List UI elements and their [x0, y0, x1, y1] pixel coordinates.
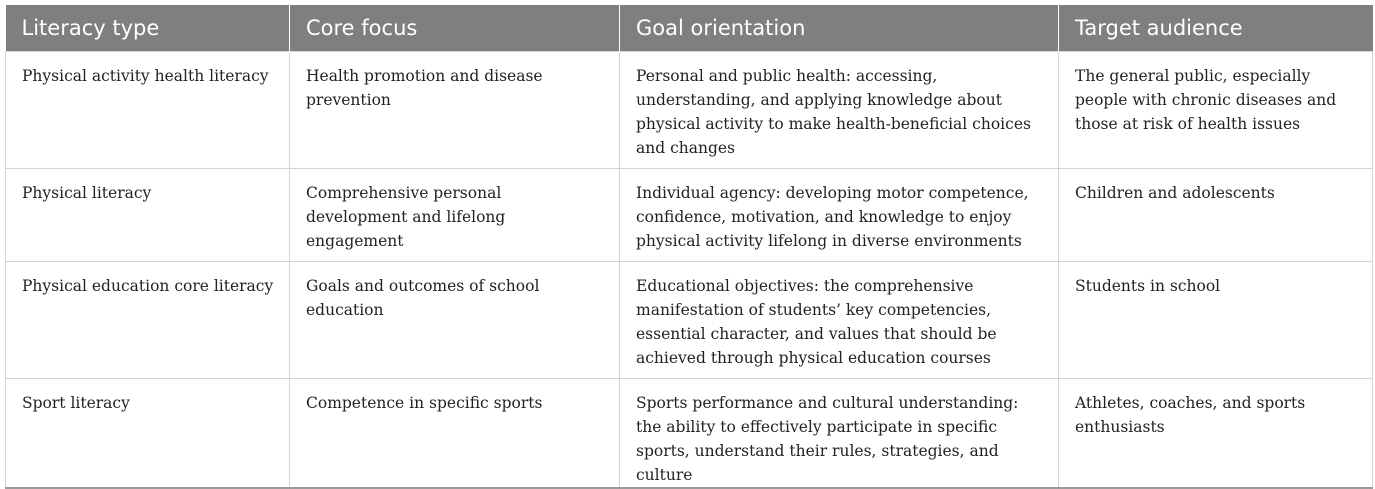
table-row: [6, 51, 1373, 168]
header-target-audience: Target audience: [1059, 5, 1373, 51]
cell-core-focus: Comprehensive personal development and lifelong engagement: [290, 168, 620, 261]
header-literacy-type: Literacy type: [6, 5, 290, 51]
header-goal-orientation: Goal orientation: [620, 5, 1059, 51]
cell-target-audience: The general public, especially people with chronic diseases and those at risk of health issues: [1059, 51, 1373, 168]
cell-literacy-type: Physical literacy: [6, 168, 290, 261]
cell-goal-orientation: Educational objectives: the comprehensive manifestation of students’ key competencies, essential character, and values that should be achieved through physical education courses: [620, 261, 1059, 378]
table-row: [6, 378, 1373, 488]
cell-core-focus: Health promotion and disease prevention: [290, 51, 620, 168]
cell-target-audience: Students in school: [1059, 261, 1373, 378]
table-row: [6, 261, 1373, 378]
header-row: [6, 5, 1373, 51]
literacy-comparison-table: [5, 5, 1373, 489]
table-body: [6, 51, 1373, 488]
cell-literacy-type: Physical education core literacy: [6, 261, 290, 378]
table-row: [6, 168, 1373, 261]
header-core-focus: Core focus: [290, 5, 620, 51]
table-header: [6, 5, 1373, 51]
cell-literacy-type: Physical activity health literacy: [6, 51, 290, 168]
cell-target-audience: Children and adolescents: [1059, 168, 1373, 261]
cell-core-focus: Goals and outcomes of school education: [290, 261, 620, 378]
cell-literacy-type: Sport literacy: [6, 378, 290, 488]
cell-goal-orientation: Individual agency: developing motor competence, confidence, motivation, and knowledge to enjoy physical activity lifelong in diverse environments: [620, 168, 1059, 261]
cell-target-audience: Athletes, coaches, and sports enthusiasts: [1059, 378, 1373, 488]
cell-goal-orientation: Personal and public health: accessing, understanding, and applying knowledge about physical activity to make health-beneficial choices and changes: [620, 51, 1059, 168]
cell-goal-orientation: Sports performance and cultural understanding: the ability to effectively participate in specific sports, understand their rules, strategies, and culture: [620, 378, 1059, 488]
cell-core-focus: Competence in specific sports: [290, 378, 620, 488]
